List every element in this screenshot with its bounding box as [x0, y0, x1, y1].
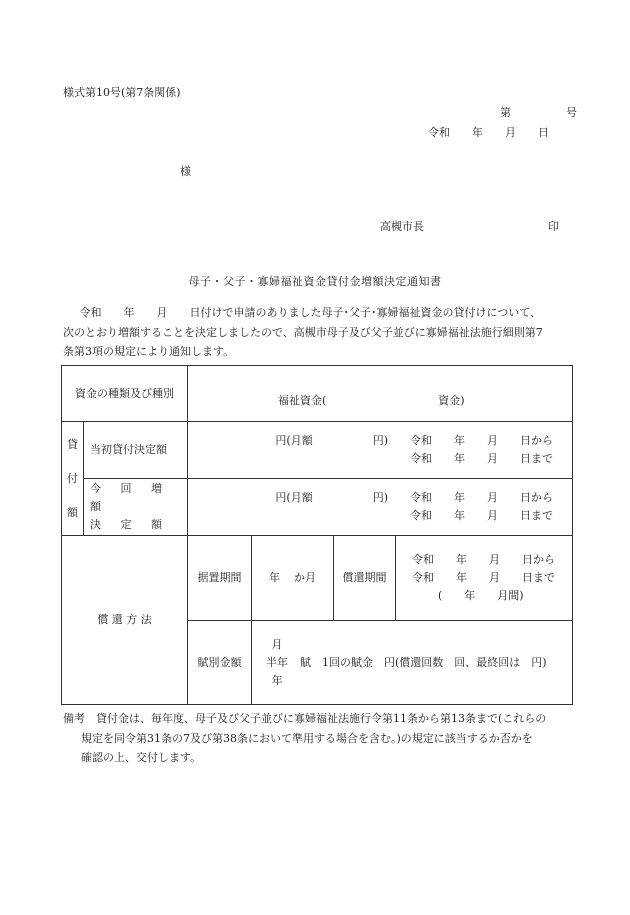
from-day: 日から [520, 434, 553, 447]
deferment-value [252, 536, 334, 621]
yen-suffix: 円) [372, 491, 388, 504]
issue-date-line [428, 124, 549, 140]
to-day: 日まで [520, 452, 553, 465]
from-month: 月 [489, 553, 500, 566]
remarks-line-2: 規定を同令第31条の7及び第38条において準用する場合を含む。)の規定に該当するか否かを [81, 731, 533, 745]
unit-half-year: 半年 [266, 655, 288, 669]
loan-char-1: 貸 [67, 437, 78, 451]
body-line-1-text: 日付けで申請のありました母子･父子･寡婦福祉資金の貸付けについて、 [189, 306, 542, 319]
from-era: 令和 [410, 434, 432, 447]
installment-value [252, 621, 573, 705]
body-line-1 [63, 303, 583, 323]
document-number-line [500, 104, 577, 120]
deferment-label: 据置期間 [188, 536, 252, 621]
from-era: 令和 [412, 553, 434, 566]
era-label: 令和 [428, 126, 450, 139]
to-year: 年 [454, 509, 465, 522]
increase-period [396, 489, 572, 525]
fund-prefix: 福祉資金( [278, 393, 327, 407]
to-year: 年 [456, 571, 467, 584]
from-day: 日から [522, 553, 555, 566]
duration-year: 年 [464, 589, 476, 602]
addressee-suffix: 様 [180, 165, 191, 178]
remarks-line-3: 確認の上、交付します。 [81, 751, 202, 764]
from-day: 日から [520, 491, 553, 504]
repayment-period-value [396, 536, 573, 621]
repayment-method-label: 償 還 方 法 [62, 536, 188, 705]
remarks-label: 備考 [63, 712, 85, 725]
installment-units [262, 636, 292, 690]
installment-text: 賦 1回の賦金 円(償還回数 回、最終回は 円) [300, 655, 547, 669]
month-label: 月 [505, 126, 516, 139]
increase-amount-label [84, 479, 188, 536]
initial-amount-label: 当初貸付決定額 [84, 422, 188, 479]
yen-prefix: 円(月額 [275, 434, 313, 447]
to-month: 月 [487, 509, 498, 522]
repayment-period-label: 償還期間 [334, 536, 396, 621]
number-suffix: 号 [566, 106, 577, 119]
to-era: 令和 [410, 452, 432, 465]
initial-from [410, 432, 572, 450]
remarks-text-1: 貸付金は、毎年度、母子及び父子並びに寡婦福祉法施行令第11条から第13条まで(これらの [96, 712, 547, 725]
repay-to [412, 569, 572, 587]
form-number: 様式第10号(第7条関係) [63, 86, 181, 99]
to-year: 年 [454, 452, 465, 465]
increase-amount-value [188, 479, 573, 536]
increase-label-line-2: 決 定 額 [90, 518, 170, 531]
unit-month: 月 [271, 637, 283, 651]
initial-amount-value [188, 422, 573, 479]
paren-open: ( [438, 589, 443, 602]
initial-yen [188, 432, 396, 450]
from-year: 年 [454, 491, 465, 504]
yen-prefix: 円(月額 [275, 491, 313, 504]
issuer-name: 高槻市長 [380, 220, 424, 233]
body-year: 年 [123, 306, 135, 319]
to-month: 月 [489, 571, 500, 584]
remarks [63, 709, 583, 768]
deferment-month: か月 [294, 571, 316, 584]
deferment-year: 年 [269, 571, 280, 584]
repay-duration [412, 587, 572, 605]
seal-mark: 印 [548, 220, 559, 233]
day-label: 日 [538, 126, 549, 139]
year-label: 年 [472, 126, 483, 139]
loan-table [61, 365, 573, 705]
loan-char-2: 付 [67, 471, 78, 485]
body-era: 令和 [79, 306, 102, 319]
to-month: 月 [487, 452, 498, 465]
body-text [63, 303, 583, 362]
increase-label-line-1: 今 回 増 額 [90, 482, 170, 513]
remarks-line-1 [63, 709, 583, 729]
initial-period [396, 432, 572, 468]
from-era: 令和 [410, 491, 432, 504]
body-line-2: 次のとおり増額することを決定しましたので、高槻市母子及び父子並びに寡婦福祉法施行細則第7 [63, 325, 543, 339]
fund-suffix: 資金) [438, 393, 465, 407]
installment-label: 賦別金額 [188, 621, 252, 705]
from-year: 年 [456, 553, 467, 566]
fund-type-value [188, 366, 573, 422]
increase-to [410, 507, 572, 525]
initial-to [410, 450, 572, 468]
to-day: 日まで [520, 509, 553, 522]
yen-suffix: 円) [372, 434, 388, 447]
increase-yen [188, 489, 396, 507]
from-month: 月 [487, 434, 498, 447]
body-month: 月 [156, 306, 168, 319]
unit-year: 年 [271, 673, 283, 687]
number-prefix: 第 [500, 106, 511, 119]
to-day: 日まで [522, 571, 555, 584]
repay-from [412, 551, 572, 569]
fund-type-label: 資金の種類及び種別 [62, 366, 188, 422]
from-year: 年 [454, 434, 465, 447]
increase-from [410, 489, 572, 507]
body-line-3: 条第3項の規定により通知します。 [63, 345, 235, 358]
loan-amount-label [62, 422, 84, 536]
loan-char-3: 額 [67, 505, 78, 519]
duration-month: 月間) [497, 589, 524, 602]
from-month: 月 [487, 491, 498, 504]
document-title: 母子・父子・寡婦福祉資金貸付金増額決定通知書 [188, 275, 442, 288]
to-era: 令和 [410, 509, 432, 522]
to-era: 令和 [412, 571, 434, 584]
